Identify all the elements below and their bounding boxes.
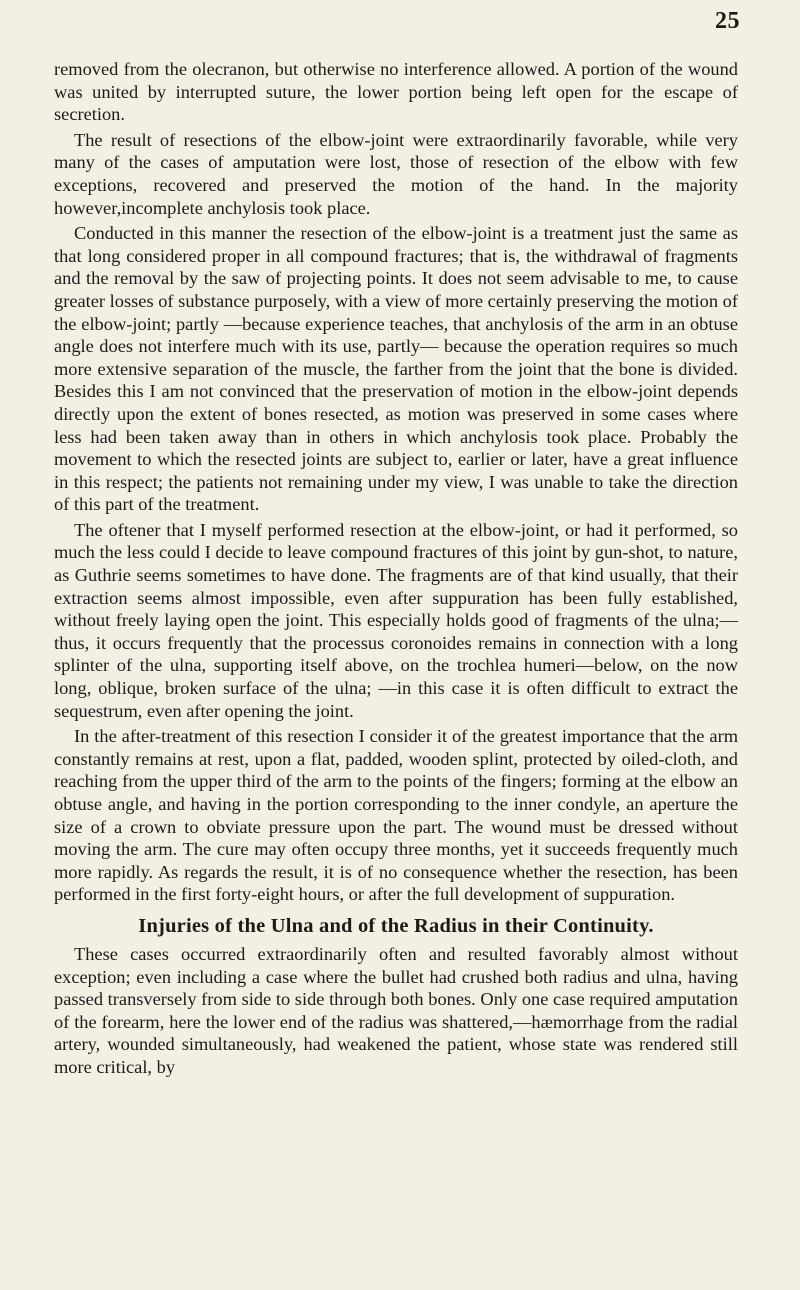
paragraph-continued: removed from the olecranon, but otherwise no interference allowed. A portion of the wound was united by interrupted suture, the lower portion being left open for the escape of secretion. [54,59,738,125]
paragraph-result-of-resections: The result of resections of the elbow-joint were extraordinarily favorable, while very many of the cases of amputation were lost, those of resection of the elbow with few exceptions, recovered and preserved the motion of the hand. In the majority however,incomplete anchylosis took place. [54,129,738,218]
paragraph-conducted-in-this-manner: Conducted in this manner the resection of the elbow-joint is a treatment just the same as that long considered proper in all compound fractures; that is, the withdrawal of fragments and the removal by the saw of projecting points. It does not seem advisable to me, to cause greater losses of substance purposely, with a view of more certainly preserving the motion of the elbow-joint; partly —because experience teaches, that anchylosis of the arm in an obtuse angle does not interfere much with its use, partly— because the operation requires so much more extensive separation of the muscle, the farther from the joint that the bone is divided. Besides this I am not convinced that the preservation of motion in the elbow-joint depends directly upon the extent of bones resected, as motion was preserved in some cases where less had been taken away than in others in which anchylosis took place. Probably the movement to which the resected joints are subject to, earlier or later, have a great influence in this respect; the patients not remaining under my view, I was unable to take the direction of this part of the treatment. [54,223,738,515]
paragraph-ulna-radius-cases: These cases occurred extraordinarily often and resulted favorably almost without exception; even including a case where the bullet had crushed both radius and ulna, having passed transversely from side to side through both bones. Only one case required amputation of the forearm, here the lower end of the radius was shattered,—hæmorrhage from the radial artery, wounded simultaneously, had weakened the patient, whose state was rendered still more critical, by [54,943,738,1077]
section-heading: Injuries of the Ulna and of the Radius in their Continuity. [138,914,654,937]
paragraph-after-treatment: In the after-treatment of this resection I consider it of the greatest importance that the arm constantly remains at rest, upon a flat, padded, wooden splint, protected by oiled-cloth, and reaching from the upper third of the arm to the points of the fingers; forming at the elbow an obtuse angle, and having in the portion corresponding to the inner condyle, an aperture the size of a crown to obviate pressure upon the part. The wound must be dressed without moving the arm. The cure may often occupy three months, yet it succeeds frequently much more rapidly. As regards the result, it is of no consequence whether the resection, has been performed in the first forty-eight hours, or after the full development of suppuration. [54,726,738,905]
paragraph-oftener-resection: The oftener that I myself performed resection at the elbow-joint, or had it performed, so much the less could I decide to leave compound fractures of this joint by gun-shot, to nature, as Guthrie seems sometimes to have done. The fragments are of that kind usually, that their extraction seems almost impossible, even after suppuration has been fully established, without freely laying open the joint. This especially holds good of fragments of the ulna;—thus, it occurs frequently that the processus coronoides remains in connection with a long splinter of the ulna, supporting itself above, on the trochlea humeri—below, on the now long, oblique, broken surface of the ulna; —in this case it is often difficult to extract the sequestrum, even after opening the joint. [54,519,738,721]
page-number: 25 [715,8,740,34]
page-text [54,58,738,1079]
